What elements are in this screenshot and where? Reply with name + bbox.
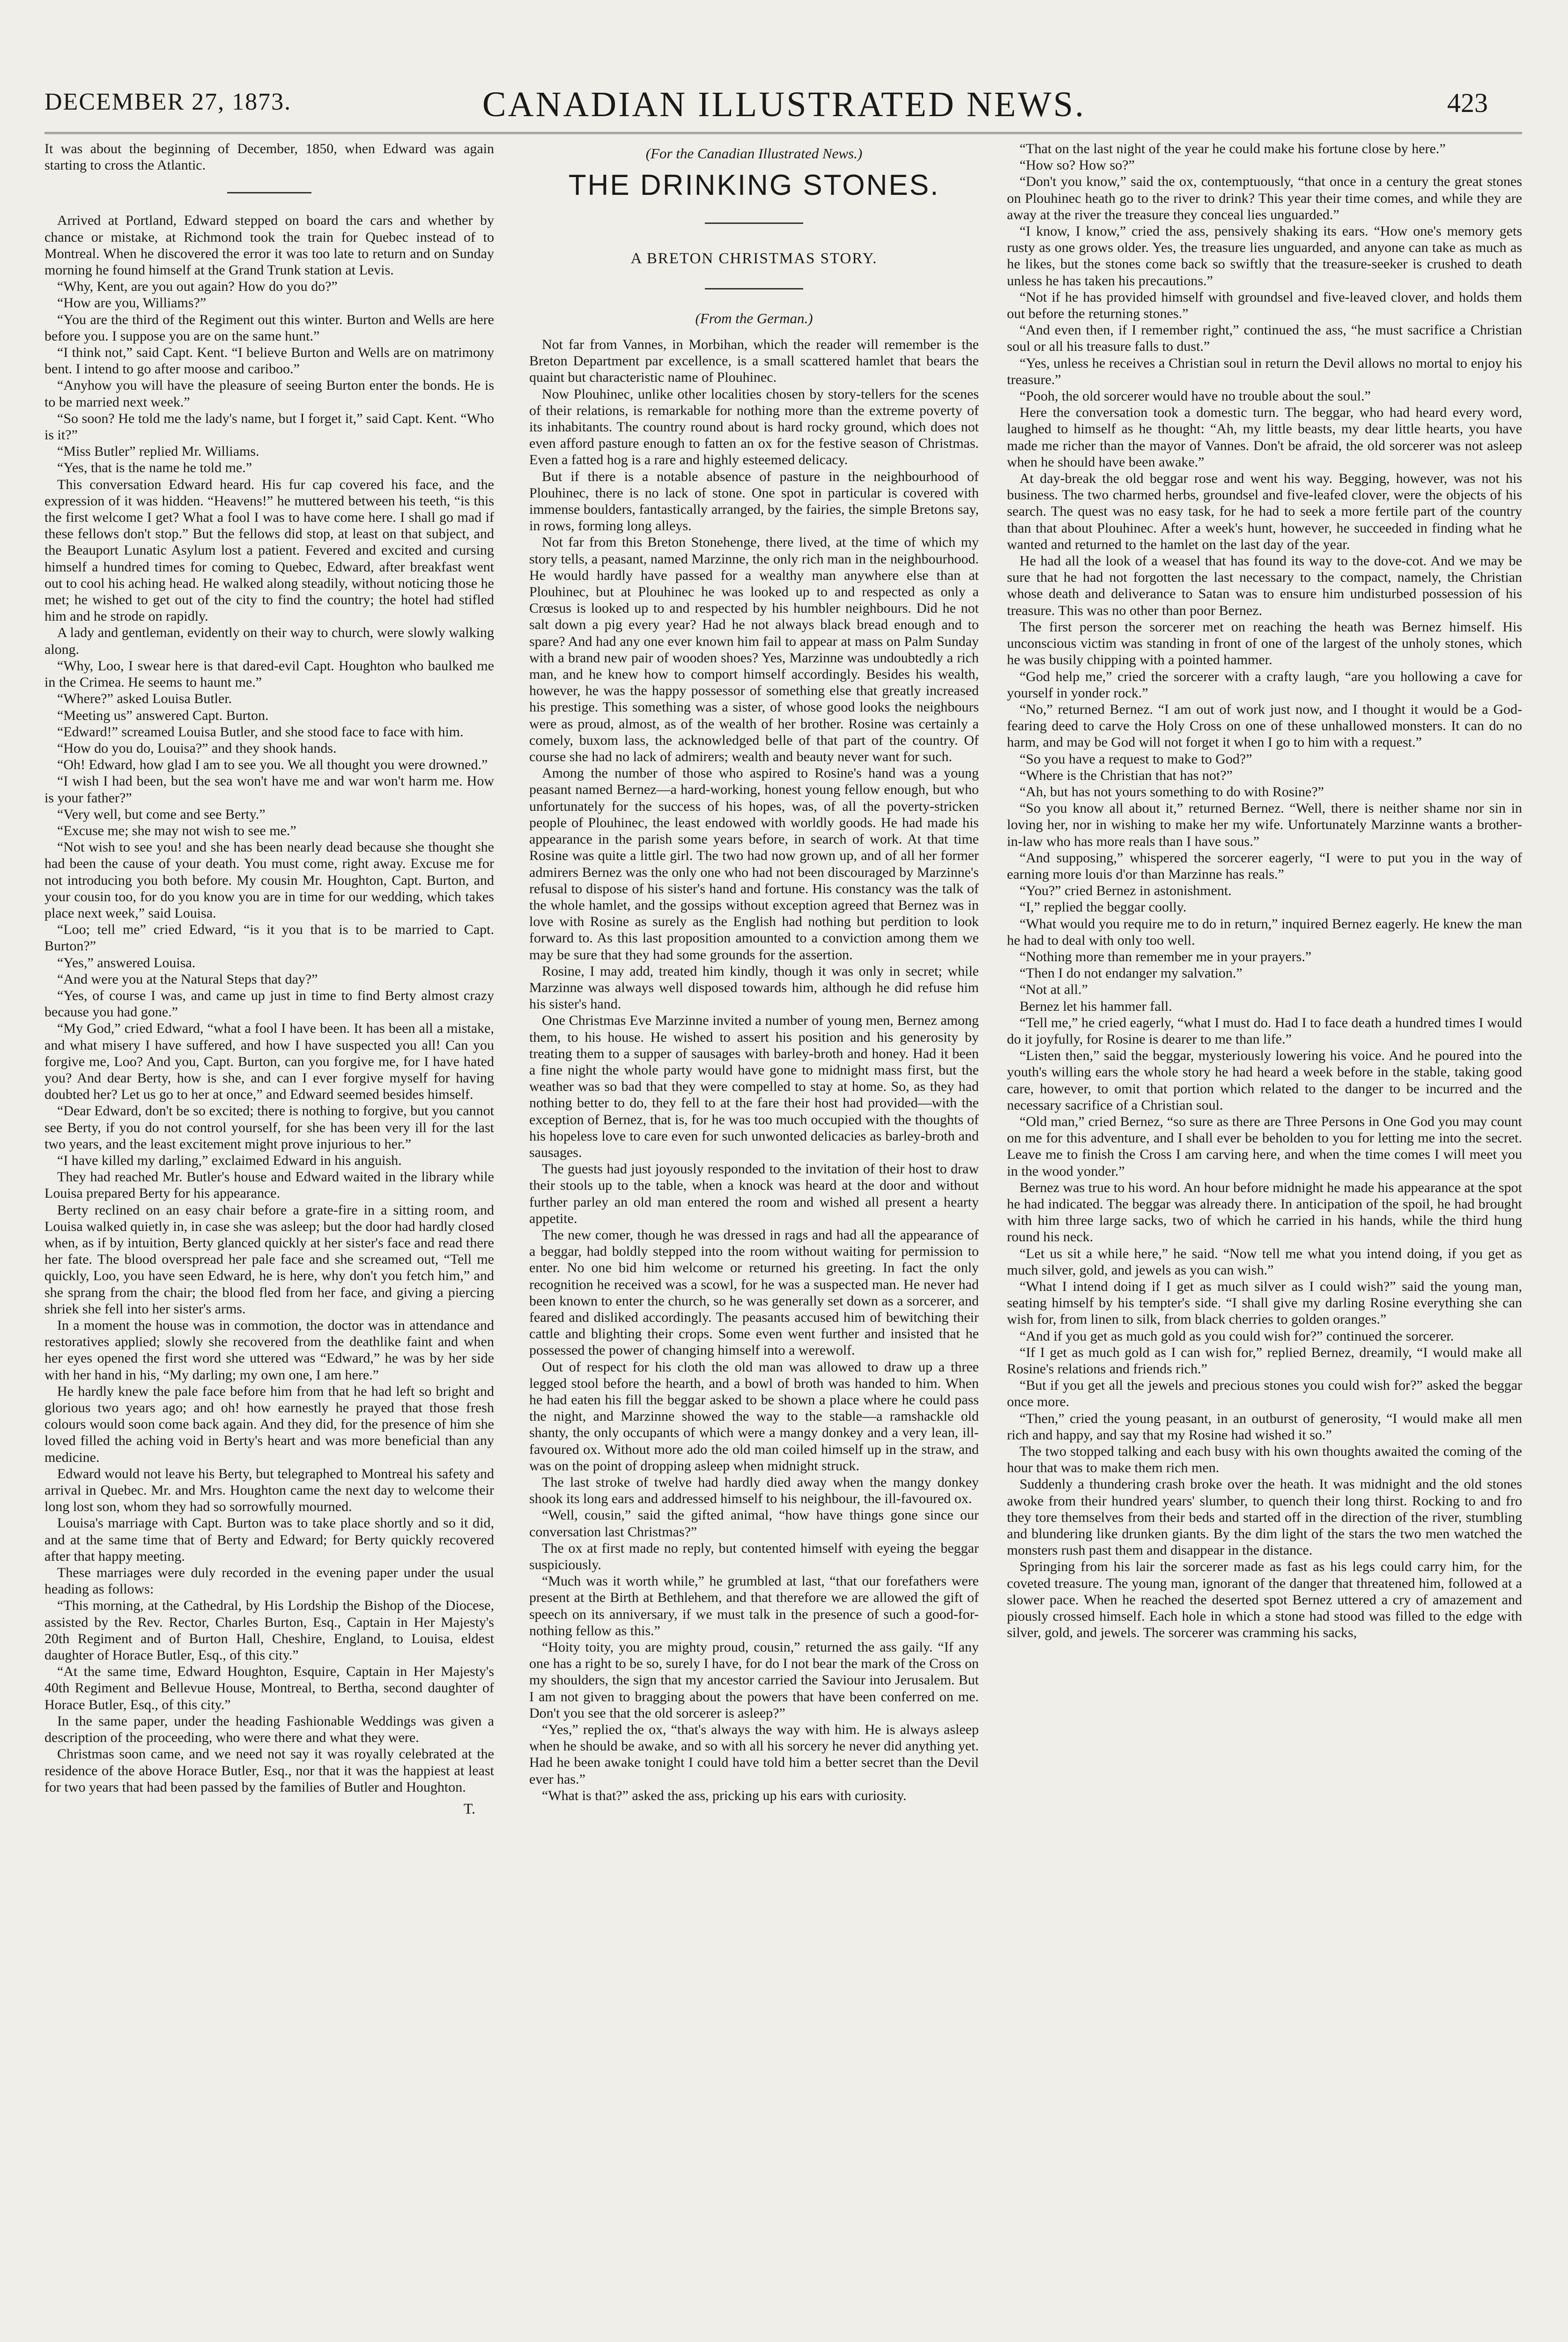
article-paragraph: The last stroke of twelve had hardly died away when the mangy donkey shook its long ears and addressed himself to his neighbour, the ill-favoured ox. — [529, 1475, 979, 1507]
article-paragraph: Not far from this Breton Stonehenge, there lived, at the time of which my story tells, a peasant, named Marzinne, the only rich man in the neighbourhood. He would hardly have passed for a wealthy man anywhere else than at Plouhinec, but at Plouhinec he was looked up to and respected as only a Crœsus is looked up to and respected by his humbler neighbours. Did he not salt down a pig every year? Had he not always black bread enough and to spare? And had any one ever known him fail to appear at mass on Palm Sunday with a brand new pair of wooden shoes? Yes, Marzinne was undoubtedly a rich man, and he knew how to comport himself accordingly. Besides his wealth, however, he was the happy possessor of something else that greatly increased his prestige. This something was a sister, of whose good looks the neighbours were as proud, almost, as of the wealth of her brother. Rosine was certainly a comely, buxom lass, the acknowledged belle of that part of the country. Of course she had no lack of admirers; wealth and beauty never want for such. — [529, 534, 979, 765]
story-subtitle: A BRETON CHRISTMAS STORY. — [630, 250, 878, 267]
article-paragraph: “Pooh, the old sorcerer would have no trouble about the soul.” — [1020, 388, 1371, 404]
story-title: THE DRINKING STONES. — [568, 169, 940, 201]
article-paragraph: “If I get as much gold as I can wish for,” replied Bernez, dreamily, “I would make all Rosine's relations and friends rich.” — [1007, 1344, 1522, 1377]
article-paragraph: “So soon? He told me the lady's name, but I forget it,” said Capt. Kent. “Who is it?” — [44, 410, 494, 443]
article-paragraph: The guests had just joyously responded to the invitation of their host to draw their stools up to the table, when a knock was heard at the door and without further parley an old man entered the room and wished all present a hearty appetite. — [529, 1161, 979, 1226]
article-paragraph: “I,” replied the beggar coolly. — [1020, 899, 1187, 915]
title-divider — [705, 222, 803, 224]
article-paragraph: “Dear Edward, don't be so excited; there is nothing to forgive, but you cannot see Berty, if you do not control yourself, for she has been very ill for the last two years, and the least excitement might prove injurious to her.” — [44, 1103, 494, 1152]
attribution-line: (For the Canadian Illustrated News.) — [645, 145, 863, 162]
article-paragraph: This conversation Edward heard. His fur cap covered his face, and the expression of it was hidden. “Heavens!” he muttered between his teeth, “is this the first welcome I get? What a fool I was to have come here. I shall go mad if these fellows don't stop.” But the fellows did stop, at least on that subject, and the Beauport Lunatic Asylum lost a patient. Fevered and excited and cursing himself a hundred times for coming to Quebec, Edward, after breakfast went out to cool his aching head. He walked along steadily, without noticing those he met; he wished to get out of the city to find the country; the hotel had stifled him and he strode on rapidly. — [44, 476, 494, 624]
article-paragraph: Not far from Vannes, in Morbihan, which the reader will remember is the Breton Department par excellence, is a small scattered hamlet that bears the quaint but characteristic name of Plouhinec. — [529, 337, 979, 385]
article-paragraph: “God help me,” cried the sorcerer with a crafty laugh, “are you hollowing a cave for yourself in yonder rock.” — [1007, 668, 1522, 701]
article-paragraph: “I wish I had been, but the sea won't have me and war won't harm me. How is your father?” — [44, 773, 494, 806]
header-rule — [44, 132, 1522, 134]
article-paragraph: “Where?” asked Louisa Butler. — [57, 691, 232, 707]
article-paragraph: “Not if he has provided himself with groundsel and five-leaved clover, and holds them out before the returning stones.” — [1007, 289, 1522, 322]
article-paragraph: “Then,” cried the young peasant, in an outburst of generosity, “I would make all men rich and happy, and say that my Rosine had wished it so.” — [1007, 1410, 1522, 1443]
col1-intro — [44, 141, 494, 173]
article-paragraph: Christmas soon came, and we need not say it was royally celebrated at the residence of the above Horace Butler, Esq., nor that it was the happiest at least for two years that had been passed by the families of Butler and Houghton. — [44, 1746, 494, 1795]
article-paragraph: “How do you do, Louisa?” and they shook hands. — [57, 740, 337, 756]
article-paragraph: Now Plouhinec, unlike other localities chosen by story-tellers for the scenes of their relations, is remarkable for nothing more than the extreme poverty of its inhabitants. The country round about is hard rocky ground, which does not even afford pasture enough to fatten an ox for the festive season of Christmas. Even a fatted hog is a rare and highly esteemed delicacy. — [529, 386, 979, 468]
article-paragraph: “Well, cousin,” said the gifted animal, “how have things gone since our conversation last Christmas?” — [529, 1507, 979, 1540]
article-paragraph: “Yes, of course I was, and came up just in time to find Berty almost crazy because you had gone.” — [44, 987, 494, 1020]
article-paragraph: He hardly knew the pale face before him from that he had left so bright and glorious two years ago; and oh! how earnestly he prayed that those fresh colours would soon come back again. And they did, for the presence of him she loved filled the aching void in Berty's heart and was more beneficial than any medicine. — [44, 1383, 494, 1465]
article-paragraph: “Miss Butler” replied Mr. Williams. — [57, 444, 259, 460]
article-paragraph: “Much was it worth while,” he grumbled at last, “that our forefathers were present at the Birth at Bethlehem, and that therefore we are allowed the gift of speech on its anniversary, if we must talk in the presence of such a good-for-nothing fellow as this.” — [529, 1573, 979, 1638]
article-paragraph: “So you know all about it,” returned Bernez. “Well, there is neither shame nor sin in loving her, nor in wishing to make her my wife. Unfortunately Marzinne wants a brother-in-law who has more reals than I have sous.” — [1007, 800, 1522, 849]
article-paragraph: “You are the third of the Regiment out this winter. Burton and Wells are here before you. I suppose you are on the same hunt.” — [44, 311, 494, 344]
article-paragraph: But if there is a notable absence of pasture in the neighbourhood of Plouhinec, there is no lack of stone. One spot in particular is covered with immense boulders, fantastically arranged, by the fairies, the simple Bretons say, in rows, forming long alleys. — [529, 468, 979, 534]
article-paragraph: A lady and gentleman, evidently on their way to church, were slowly walking along. — [44, 625, 494, 657]
author-initial: T. — [463, 1800, 475, 1817]
article-paragraph: “How are you, Williams?” — [57, 295, 207, 311]
article-paragraph: Arrived at Portland, Edward stepped on board the cars and whether by chance or mistake, at Richmond took the train for Quebec instead of to Montreal. When he discovered the error it was too late to return and on Sunday morning he found himself at the Grand Trunk station at Levis. — [44, 213, 494, 278]
article-paragraph: “Then I do not endanger my salvation.” — [1020, 965, 1243, 981]
article-paragraph: “Hoity toity, you are mighty proud, cousin,” returned the ass gaily. “If any one has a right to be so, surely I have, for do I not bear the mark of the Cross on my shoulders, the sign that my ancestor carried the Saviour into Jerusalem. But I am not given to bragging about the powers that have been conferred on me. Don't you see that the old sorcerer is asleep?” — [529, 1639, 979, 1721]
article-paragraph: “And if you get as much gold as you could wish for?” continued the sorcerer. — [1020, 1328, 1454, 1344]
article-paragraph: “Loo; tell me” cried Edward, “is it you that is to be married to Capt. Burton?” — [44, 922, 494, 954]
article-paragraph: “This morning, at the Cathedral, by His Lordship the Bishop of the Diocese, assisted by the Rev. Rector, Charles Burton, Esq., Captain in Her Majesty's 20th Regiment and of Burton Hall, Cheshire, England, to Louisa, eldest daughter of Horace Butler, Esq., of this city.” — [44, 1598, 494, 1663]
column-1 — [44, 141, 494, 1817]
section-divider — [227, 192, 311, 193]
article-paragraph: Louisa's marriage with Capt. Burton was to take place shortly and so it did, and at the same time that of Berty and Edward; for Berty quickly recovered after that happy meeting. — [44, 1515, 494, 1564]
subtitle-divider — [705, 288, 803, 289]
article-paragraph: “Where is the Christian that has not?” — [1020, 767, 1233, 783]
article-paragraph: Edward would not leave his Berty, but telegraphed to Montreal his safety and arrival in Quebec. Mr. and Mrs. Houghton came the next day to welcome their long lost son, whom they had so sorrowfully mourned. — [44, 1466, 494, 1515]
article-paragraph: The new comer, though he was dressed in rags and had all the appearance of a beggar, had boldly stepped into the room without waiting for permission to enter. No one bid him welcome or returned his greeting. In fact the only recognition he received was a scowl, for he was a suspected man. He never had been known to enter the church, so he was generally set down as a sorcerer, and feared and disliked accordingly. The peasants accused him of bewitching their cattle and blighting their crops. Some even went further and insisted that he possessed the power of changing himself into a werewolf. — [529, 1227, 979, 1358]
article-paragraph: In a moment the house was in commotion, the doctor was in attendance and restoratives applied; slowly she recovered from the deathlike faint and when her eyes opened the first word she uttered was “Edward,” he was by her side with her hand in his, “My darling; my own one, I am here.” — [44, 1318, 494, 1383]
article-paragraph: At day-break the old beggar rose and went his way. Begging, however, was not his business. The two charmed herbs, groundsel and five-leafed clover, were the objects of his search. The quest was no easy task, for he had to seek a more fertile part of the country than that about Plouhinec. After a week's hunt, however, he succeeded in finding what he wanted and returned to the hamlet on the last day of the year. — [1007, 471, 1522, 552]
article-paragraph: “Tell me,” he cried eagerly, “what I must do. Had I to face death a hundred times I would do it joyfully, for Rosine is dearer to me than life.” — [1007, 1015, 1522, 1047]
col2-body — [529, 336, 979, 1804]
article-paragraph: Here the conversation took a domestic turn. The beggar, who had heard every word, laughed to himself as he thought: “Ah, my little beasts, my dear little hearts, you have made me richer than the mayor of Vannes. Don't be afraid, the old sorcerer was not asleep when he should have been awake.” — [1007, 405, 1522, 470]
article-paragraph: “Meeting us” answered Capt. Burton. — [57, 707, 269, 723]
article-paragraph: He had all the look of a weasel that has found its way to the dove-cot. And we may be sure that he had not forgotten the last necessary to the compact, namely, the Christian whose death and deliverance to Satan was to ensure him undisturbed possession of his treasure. This was no other than poor Bernez. — [1007, 553, 1522, 618]
article-paragraph: “No,” returned Bernez. “I am out of work just now, and I thought it would be a God-fearing deed to carve the Holy Cross on one of these unhallowed monsters. It can do no harm, and may be God will not forget it when I go to him with a request.” — [1007, 701, 1522, 750]
article-paragraph: One Christmas Eve Marzinne invited a number of young men, Bernez among them, to his house. He wished to assert his position and his generosity by treating them to a supper of sausages with barley-broth and honey. Had it been a fine night the whole party would have gone to midnight mass first, but the weather was so bad that they were compelled to stay at home. So, as they had nothing better to do, they fell to at the fare their host had provided—with the exception of Bernez, that is, for he was too much occupied with the thoughts of his hopeless love to care even for such unwonted delicacies as barley-broth and sausages. — [529, 1013, 979, 1160]
article-paragraph: They had reached Mr. Butler's house and Edward waited in the library while Louisa prepared Berty for his appearance. — [44, 1169, 494, 1201]
article-paragraph: “Oh! Edward, how glad I am to see you. We all thought you were drowned.” — [57, 757, 488, 773]
article-paragraph: “Edward!” screamed Louisa Butler, and she stood face to face with him. — [57, 724, 464, 740]
article-paragraph: These marriages were duly recorded in the evening paper under the usual heading as follows: — [44, 1565, 494, 1597]
article-paragraph: Berty reclined on an easy chair before a grate-fire in a sitting room, and Louisa walked quietly in, in case she was asleep; but the door had hardly closed when, as if by intuition, Berty glanced quickly at her sister's face and read there her fate. The blood overspread her pale face and she screamed out, “Tell me quickly, Loo, you have seen Edward, he is here, why don't you fetch him,” and she sprang from the chair; the blood fled from her face, and giving a piercing shriek she fell into her sister's arms. — [44, 1202, 494, 1317]
article-paragraph: “Ah, but has not yours something to do with Rosine?” — [1020, 784, 1324, 800]
article-paragraph: “Don't you know,” said the ox, contemptuously, “that once in a century the great stones on Plouhinec heath go to the river to drink? This year their time comes, and while they are away at the river the treasure they conceal lies unguarded.” — [1007, 174, 1522, 222]
article-paragraph: “Very well, but come and see Berty.” — [57, 806, 266, 822]
article-paragraph: “What would you require me to do in return,” inquired Bernez eagerly. He knew the man he had to deal with only too well. — [1007, 916, 1522, 948]
article-paragraph: “That on the last night of the year he could make his fortune close by here.” — [1020, 141, 1446, 156]
article-paragraph: Springing from his lair the sorcerer made as fast as his legs could carry him, for the coveted treasure. The young man, ignorant of the danger that threatened him, followed at a slower pace. When he reached the deserted spot Bernez uttered a cry of amazement and piously crossed himself. Each hole in which a stone had stood was filled to the edge with silver, gold, and jewels. The sorcerer was cramming his sacks, — [1007, 1559, 1522, 1641]
source-line: (From the German.) — [695, 310, 813, 326]
article-paragraph: “Let us sit a while here,” he said. “Now tell me what you intend doing, if you get as much silver, gold, and jewels as you can wish.” — [1007, 1245, 1522, 1278]
article-paragraph: “Old man,” cried Bernez, “so sure as there are Three Persons in One God you may count on me for this adventure, and I shall ever be beholden to you for letting me into the secret. Leave me to finish the Cross I am carving here, and when the time comes I will meet you in the wood yonder.” — [1007, 1113, 1522, 1179]
article-paragraph: “Not at all.” — [1020, 982, 1088, 998]
col1-intro-paragraph: It was about the beginning of December, 1850, when Edward was again starting to cross the Atlantic. — [44, 141, 494, 173]
article-paragraph: “Nothing more than remember me in your prayers.” — [1020, 949, 1312, 964]
article-paragraph: “At the same time, Edward Houghton, Esquire, Captain in Her Majesty's 40th Regiment and Bellevue House, Montreal, to Bertha, second daughter of Horace Butler, Esq., of this city.” — [44, 1664, 494, 1712]
article-paragraph: “Yes, unless he receives a Christian soul in return the Devil allows no mortal to enjoy his treasure.” — [1007, 355, 1522, 387]
article-paragraph: In the same paper, under the heading Fashionable Weddings was given a description of the proceeding, who were there and what they were. — [44, 1713, 494, 1746]
article-paragraph: “You?” cried Bernez in astonishment. — [1020, 883, 1232, 899]
article-paragraph: The first person the sorcerer met on reaching the heath was Bernez himself. His unconscious victim was standing in front of one of the largest of the unholy stones, which he was busily chipping with a pointed hammer. — [1007, 619, 1522, 668]
article-paragraph: “Excuse me; she may not wish to see me.” — [57, 823, 296, 838]
article-paragraph: “Yes,” answered Louisa. — [57, 955, 196, 971]
col1-body — [44, 212, 494, 1795]
article-paragraph: Bernez let his hammer fall. — [1020, 998, 1172, 1014]
page-number: 423 — [1447, 88, 1488, 118]
article-paragraph: “So you have a request to make to God?” — [1020, 751, 1252, 767]
col3-body — [1007, 141, 1522, 1641]
article-paragraph: “Why, Kent, are you out again? How do you do?” — [57, 279, 338, 295]
article-paragraph: “My God,” cried Edward, “what a fool I have been. It has been all a mistake, and what misery I have suffered, and how I have suspected you all! Can you forgive me, Loo? And you, Capt. Burton, can you forgive me, for I have hated you? And dear Berty, how is she, and can I ever forgive myself for having doubted her? Let us go to her at once,” and Edward seemed besides himself. — [44, 1021, 494, 1103]
article-paragraph: The ox at first made no reply, but contented himself with eyeing the beggar suspiciously. — [529, 1540, 979, 1573]
article-paragraph: “I think not,” said Capt. Kent. “I believe Burton and Wells are on matrimony bent. I intend to go after moose and cariboo.” — [44, 345, 494, 377]
article-paragraph: “I have killed my darling,” exclaimed Edward in his anguish. — [57, 1152, 402, 1168]
article-paragraph: “But if you get all the jewels and precious stones you could wish for?” asked the beggar once more. — [1007, 1378, 1522, 1410]
article-paragraph: “And were you at the Natural Steps that day?” — [57, 971, 318, 987]
article-paragraph: “Yes, that is the name he told me.” — [57, 460, 252, 476]
article-paragraph: Among the number of those who aspired to Rosine's hand was a young peasant named Bernez—a hard-working, honest young fellow enough, but who unfortunately for the success of his hopes, was, of all the poverty-stricken people of Plouhinec, the least endowed with worldly goods. He had made his appearance in the parish some years before, in search of work. At that time Rosine was quite a little girl. The two had now grown up, and of all her former admirers Bernez was the only one who had not been discouraged by Marzinne's refusal to dispose of his sister's hand and fortune. His constancy was the talk of the whole hamlet, and the gossips without exception agreed that Bernez was in love with Rosine as surely as the English had nothing but perdition to look forward to. As this last proposition amounted to a conviction among them we may be sure that they had some grounds for the assertion. — [529, 765, 979, 963]
article-paragraph: “I know, I know,” cried the ass, pensively shaking its ears. “How one's memory gets rusty as one grows older. Yes, the treasure lies unguarded, and anyone can take as much as he likes, but the stones come back so swiftly that the treasure-seeker is crushed to death unless he has taken his precautions.” — [1007, 223, 1522, 289]
column-3 — [1007, 141, 1522, 1641]
masthead-title: CANADIAN ILLUSTRATED NEWS. — [482, 85, 1086, 124]
column-2 — [529, 141, 979, 1804]
article-paragraph: “Listen then,” said the beggar, mysteriously lowering his voice. And he poured into the youth's willing ears the whole story he had heard a week before in the stable, taking good care, however, to omit that portion which related to the danger to be incurred and the necessary sacrifice of a Christian soul. — [1007, 1048, 1522, 1113]
article-paragraph: “Why, Loo, I swear here is that dared-evil Capt. Houghton who baulked me in the Crimea. He seems to haunt me.” — [44, 658, 494, 690]
article-paragraph: Rosine, I may add, treated him kindly, though it was only in secret; while Marzinne was always well disposed towards him, although he did refuse him his sister's hand. — [529, 963, 979, 1012]
article-paragraph: Out of respect for his cloth the old man was allowed to draw up a three legged stool before the hearth, and a bowl of broth was handed to him. When he had eaten his fill the beggar asked to be shown a place where he could pass the night, and Marzinne showed the way to the stable—a ramshackle old shanty, the only occupants of which were a mangy donkey and a very lean, ill-favoured ox. Without more ado the old man coiled himself up in the straw, and was on the point of dropping asleep when midnight struck. — [529, 1359, 979, 1474]
article-paragraph: “What is that?” asked the ass, pricking up his ears with curiosity. — [542, 1787, 907, 1803]
article-paragraph: “Yes,” replied the ox, “that's always the way with him. He is always asleep when he should be awake, and so with all his sorcery he never did anything yet. Had he been awake tonight I could have told him a better secret than the Devil ever has.” — [529, 1722, 979, 1787]
article-paragraph: Bernez was true to his word. An hour before midnight he made his appearance at the spot he had indicated. The beggar was already there. In anticipation of the spoil, he had brought with him three large sacks, two of which he carried in his hands, while the third hung round his neck. — [1007, 1179, 1522, 1245]
article-paragraph: “Not wish to see you! and she has been nearly dead because she thought she had been the cause of your death. You must come, right away. Excuse me for not introducing you both before. My cousin Mr. Houghton, Capt. Burton, and your cousin too, for do you know you are in time for our wedding, which takes place next week,” said Louisa. — [44, 839, 494, 921]
article-paragraph: Suddenly a thundering crash broke over the heath. It was midnight and the old stones awoke from their hundred years' slumber, to quench their long thirst. Rocking to and fro they tore themselves from their beds and started off in the direction of the river, stumbling and blundering like drunken giants. By the dim light of the stars the two men watched the monsters rush past them and disappear in the distance. — [1007, 1476, 1522, 1558]
article-paragraph: “Anyhow you will have the pleasure of seeing Burton enter the bonds. He is to be married next week.” — [44, 378, 494, 410]
article-paragraph: “What I intend doing if I get as much silver as I could wish?” said the young man, seating himself by his tempter's side. “I shall give my darling Rosine everything she can wish for, from linen to silk, from black cherries to golden oranges.” — [1007, 1279, 1522, 1327]
article-paragraph: “And supposing,” whispered the sorcerer eagerly, “I were to put you in the way of earning more louis d'or than Marzinne has reals.” — [1007, 850, 1522, 882]
article-paragraph: The two stopped talking and each busy with his own thoughts awaited the coming of the hour that was to make them rich men. — [1007, 1444, 1522, 1476]
article-paragraph: “How so? How so?” — [1020, 157, 1135, 173]
header-date: DECEMBER 27, 1873. — [44, 89, 292, 115]
article-paragraph: “And even then, if I remember right,” continued the ass, “he must sacrifice a Christian soul or all his treasure falls to dust.” — [1007, 322, 1522, 355]
